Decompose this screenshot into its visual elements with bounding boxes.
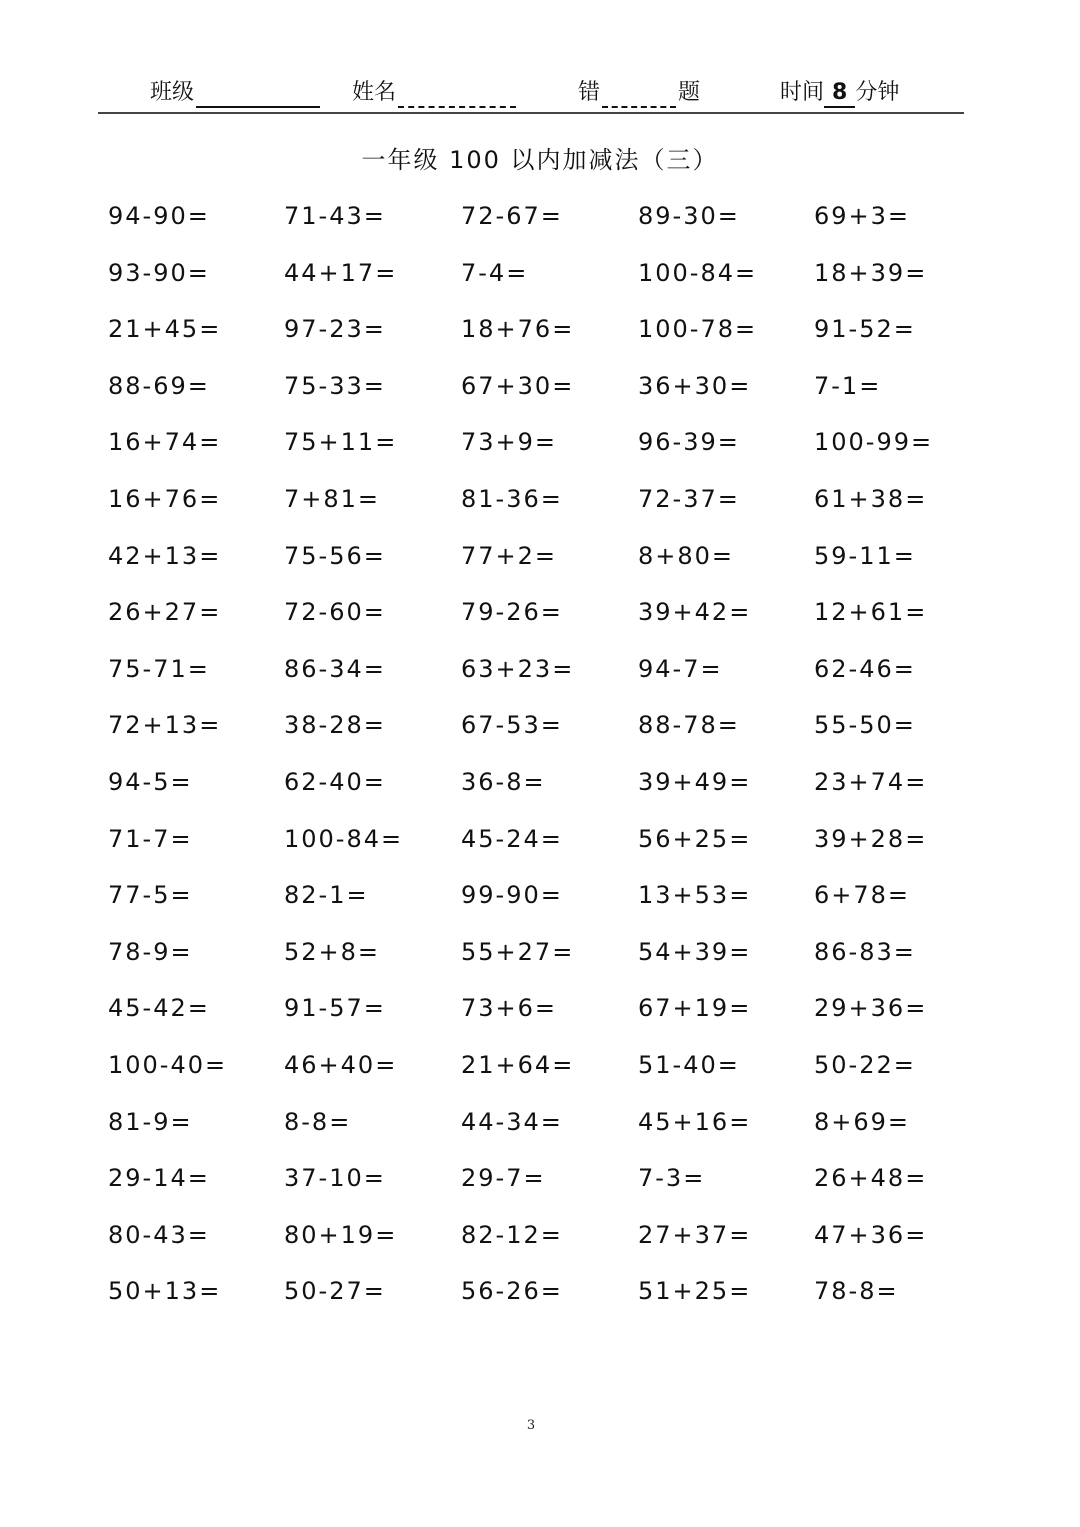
problem-item: 77-5= [108, 881, 193, 910]
problem-row [108, 871, 988, 928]
name-field [352, 78, 518, 112]
problem-row [108, 758, 988, 815]
problem-row [108, 1267, 988, 1324]
worksheet-header [0, 0, 1080, 120]
problem-item: 100-84= [638, 258, 758, 287]
problem-item: 45-24= [461, 824, 563, 853]
problem-item: 29-14= [108, 1164, 210, 1193]
problem-item: 94-7= [638, 654, 723, 683]
problem-item: 36-8= [461, 767, 546, 796]
problem-item: 39+42= [638, 598, 752, 627]
problem-item: 44+17= [284, 258, 398, 287]
problem-item: 6+78= [814, 881, 911, 910]
problem-row [108, 815, 988, 872]
problem-item: 45-42= [108, 994, 210, 1023]
problem-row [108, 588, 988, 645]
problem-item: 42+13= [108, 541, 222, 570]
problem-row [108, 984, 988, 1041]
problem-item: 72-37= [638, 484, 740, 513]
worksheet-title: 一年级 100 以内加减法（三） [361, 146, 719, 174]
problem-item: 47+36= [814, 1220, 928, 1249]
problem-item: 13+53= [638, 881, 752, 910]
problem-item: 18+76= [461, 315, 575, 344]
problem-item: 82-12= [461, 1220, 563, 1249]
problem-item: 71-43= [284, 202, 386, 230]
header-divider [98, 112, 964, 114]
problem-row [108, 532, 988, 589]
errors-prefix: 错 [578, 80, 601, 105]
problem-item: 100-78= [638, 315, 758, 344]
time-value: 8 [824, 80, 855, 108]
problem-row [108, 928, 988, 985]
problem-item: 99-90= [461, 881, 563, 910]
problem-item: 50+13= [108, 1277, 222, 1306]
problem-item: 63+23= [461, 654, 575, 683]
problem-item: 62-46= [814, 654, 916, 683]
problem-item: 81-9= [108, 1107, 193, 1136]
problem-item: 82-1= [284, 881, 369, 910]
problem-item: 8-8= [284, 1107, 352, 1136]
errors-blank[interactable] [602, 80, 676, 108]
class-field [150, 78, 322, 112]
problem-item: 26+27= [108, 598, 222, 627]
problem-item: 80-43= [108, 1220, 210, 1249]
problem-item: 91-52= [814, 315, 916, 344]
problem-item: 88-69= [108, 371, 210, 400]
problem-item: 86-83= [814, 937, 916, 966]
problem-item: 7-3= [638, 1164, 706, 1193]
problem-item: 73+6= [461, 994, 558, 1023]
problem-item: 55-50= [814, 711, 916, 740]
problem-item: 73+9= [461, 428, 558, 457]
problem-item: 86-34= [284, 654, 386, 683]
problem-item: 75-71= [108, 654, 210, 683]
problem-item: 89-30= [638, 202, 740, 230]
problem-item: 88-78= [638, 711, 740, 740]
problem-item: 18+39= [814, 258, 928, 287]
problem-item: 21+45= [108, 315, 222, 344]
problem-item: 7-4= [461, 258, 529, 287]
problem-item: 72+13= [108, 711, 222, 740]
problem-row [108, 418, 988, 475]
problem-item: 100-40= [108, 1050, 228, 1079]
problem-row [108, 475, 988, 532]
time-field [780, 78, 899, 112]
problem-item: 59-11= [814, 541, 916, 570]
problem-item: 71-7= [108, 824, 193, 853]
name-blank[interactable] [398, 80, 516, 108]
problem-item: 75-33= [284, 371, 386, 400]
problem-item: 51-40= [638, 1050, 740, 1079]
problem-item: 61+38= [814, 484, 928, 513]
problem-item: 80+19= [284, 1220, 398, 1249]
problem-item: 91-57= [284, 994, 386, 1023]
problem-item: 72-60= [284, 598, 386, 627]
errors-suffix: 题 [678, 80, 701, 105]
problem-item: 39+28= [814, 824, 928, 853]
problem-item: 26+48= [814, 1164, 928, 1193]
problem-item: 39+49= [638, 767, 752, 796]
problem-item: 69+3= [814, 202, 911, 230]
problem-row [108, 1154, 988, 1211]
problem-row [108, 701, 988, 758]
problem-item: 75+11= [284, 428, 398, 457]
problem-item: 51+25= [638, 1277, 752, 1306]
problem-item: 36+30= [638, 371, 752, 400]
problem-row [108, 192, 988, 249]
problem-item: 8+69= [814, 1107, 911, 1136]
time-unit: 分钟 [855, 80, 900, 105]
problem-item: 44-34= [461, 1107, 563, 1136]
problem-item: 55+27= [461, 937, 575, 966]
problem-item: 50-22= [814, 1050, 916, 1079]
problem-item: 56+25= [638, 824, 752, 853]
problem-item: 38-28= [284, 711, 386, 740]
problem-item: 27+37= [638, 1220, 752, 1249]
problem-item: 75-56= [284, 541, 386, 570]
problem-item: 100-99= [814, 428, 934, 457]
problem-item: 16+76= [108, 484, 222, 513]
page-number: 3 [526, 1418, 536, 1433]
problem-item: 62-40= [284, 767, 386, 796]
problem-item: 72-67= [461, 202, 563, 230]
problem-item: 54+39= [638, 937, 752, 966]
problem-item: 7+81= [284, 484, 381, 513]
time-label: 时间 [780, 80, 825, 105]
problem-row [108, 362, 988, 419]
problem-item: 100-84= [284, 824, 404, 853]
problem-item: 96-39= [638, 428, 740, 457]
problem-grid [108, 192, 988, 1324]
problem-row [108, 1211, 988, 1268]
problem-item: 77+2= [461, 541, 558, 570]
problem-item: 21+64= [461, 1050, 575, 1079]
problem-item: 94-5= [108, 767, 193, 796]
problem-item: 8+80= [638, 541, 735, 570]
problem-item: 52+8= [284, 937, 381, 966]
problem-item: 12+61= [814, 598, 928, 627]
problem-item: 79-26= [461, 598, 563, 627]
problem-item: 45+16= [638, 1107, 752, 1136]
problem-item: 23+74= [814, 767, 928, 796]
problem-item: 56-26= [461, 1277, 563, 1306]
problem-item: 67+19= [638, 994, 752, 1023]
problem-row [108, 1041, 988, 1098]
problem-item: 78-8= [814, 1277, 899, 1306]
problem-item: 29-7= [461, 1164, 546, 1193]
problem-row [108, 645, 988, 702]
problem-row [108, 249, 988, 306]
name-label: 姓名 [352, 80, 397, 105]
problem-row [108, 305, 988, 362]
problem-item: 94-90= [108, 202, 210, 230]
problem-item: 78-9= [108, 937, 193, 966]
problem-item: 93-90= [108, 258, 210, 287]
problem-item: 29+36= [814, 994, 928, 1023]
problem-item: 81-36= [461, 484, 563, 513]
class-blank[interactable] [196, 80, 320, 108]
problem-item: 97-23= [284, 315, 386, 344]
problem-item: 67-53= [461, 711, 563, 740]
class-label: 班级 [150, 80, 195, 105]
problem-item: 50-27= [284, 1277, 386, 1306]
problem-row [108, 1098, 988, 1155]
problem-item: 37-10= [284, 1164, 386, 1193]
problem-item: 16+74= [108, 428, 222, 457]
errors-field [578, 78, 700, 112]
problem-item: 7-1= [814, 371, 882, 400]
problem-item: 46+40= [284, 1050, 398, 1079]
problem-item: 67+30= [461, 371, 575, 400]
